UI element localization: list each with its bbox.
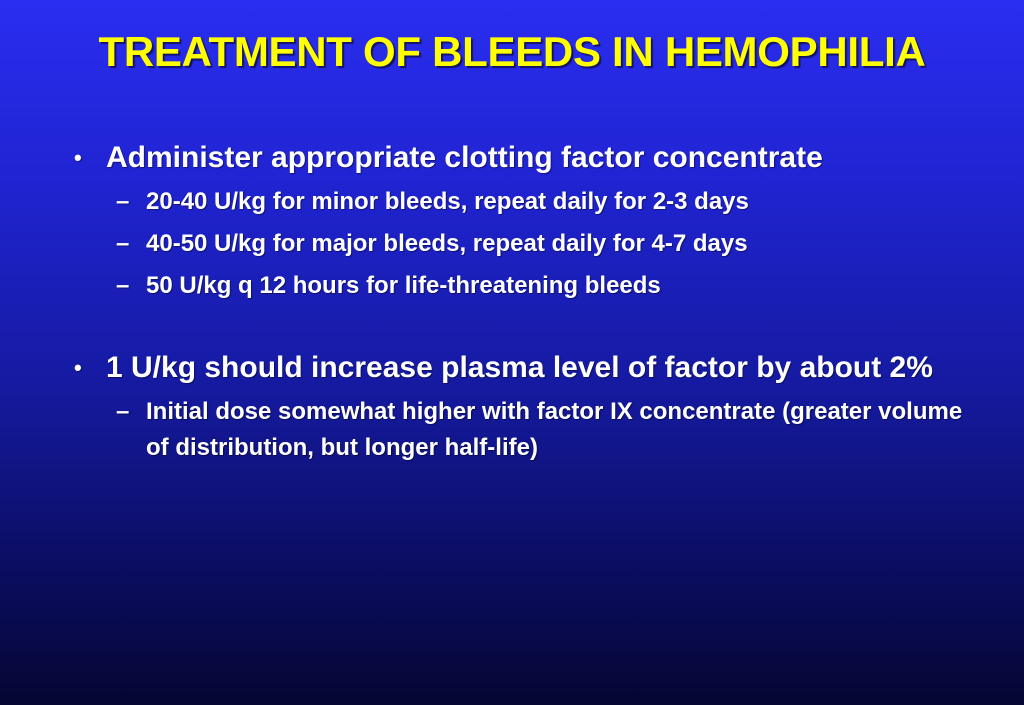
bullet-icon: •	[74, 355, 82, 380]
bullet-item	[70, 138, 970, 178]
dash-icon: –	[116, 272, 130, 299]
sub-bullet-text: 50 U/kg q 12 hours for life-threatening bleeds	[146, 272, 661, 299]
bullet-text: 1 U/kg should increase plasma level of factor by about 2%	[106, 351, 933, 384]
sub-bullet-text: 40-50 U/kg for major bleeds, repeat daily for 4-7 days	[146, 230, 748, 257]
dash-icon: –	[116, 398, 130, 425]
sub-bullet-text: Initial dose somewhat higher with factor IX concentrate (greater volume of distribution, but longer half-life)	[146, 398, 963, 461]
bullet-item	[70, 348, 970, 388]
slide-title: TREATMENT OF BLEEDS IN HEMOPHILIA	[98, 28, 926, 75]
sub-bullet-item	[70, 226, 970, 262]
sub-bullet-item	[70, 184, 970, 220]
dash-icon: –	[116, 230, 130, 257]
sub-bullet-text: 20-40 U/kg for minor bleeds, repeat daily for 2-3 days	[146, 188, 749, 215]
bullet-icon: •	[74, 145, 82, 170]
dash-icon: –	[116, 188, 130, 215]
sub-bullet-item	[70, 268, 970, 304]
bullet-list	[70, 138, 970, 466]
sub-bullet-item	[70, 394, 970, 466]
bullet-text: Administer appropriate clotting factor concentrate	[106, 141, 823, 174]
